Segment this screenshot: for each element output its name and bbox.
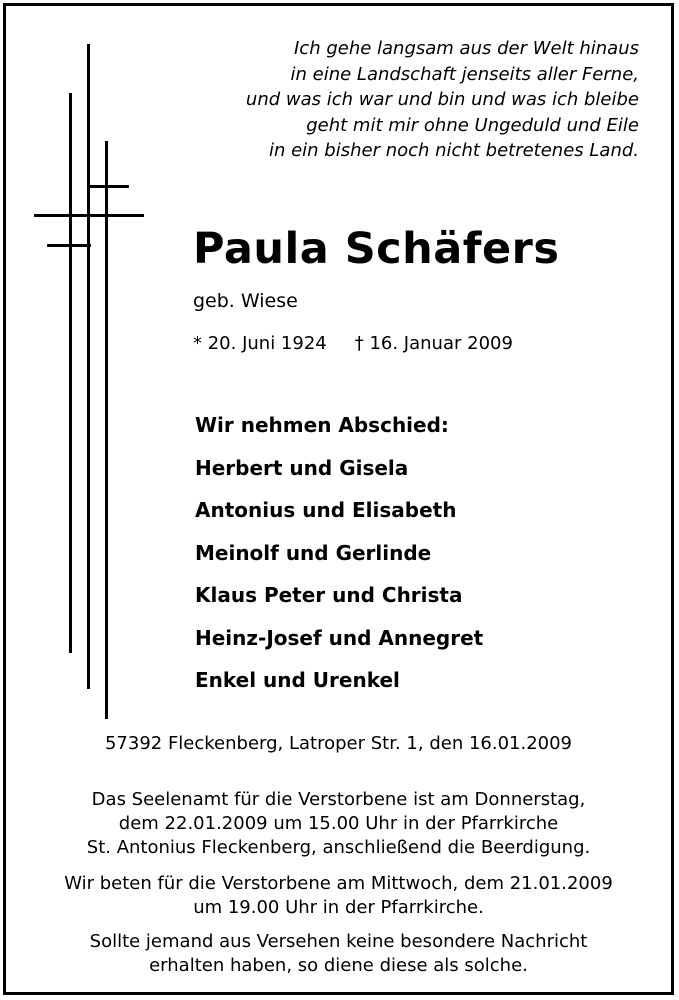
life-dates (193, 333, 513, 354)
closing-notice (6, 930, 671, 978)
mourner-entry: Klaus Peter und Christa (195, 583, 463, 607)
birth-name: geb. Wiese (193, 290, 298, 312)
requiem-info (6, 788, 671, 860)
mourner-entry: Meinolf und Gerlinde (195, 540, 432, 565)
prayer-info (6, 872, 671, 920)
poem-line: in ein bisher noch nicht betretenes Land. (268, 140, 639, 161)
mourner-entry: Antonius und Elisabeth (195, 498, 457, 522)
mourner-entry: Heinz-Josef und Annegret (195, 625, 484, 650)
mourner-entry: Herbert und Gisela (195, 455, 409, 480)
notice-line: erhalten haben, so diene diese als solche. (149, 955, 528, 976)
cross-vertical-left (69, 93, 72, 653)
poem-line: Ich gehe langsam aus der Welt hinaus (293, 38, 639, 59)
mourners-heading: Wir nehmen Abschied: (195, 413, 449, 437)
cross-vertical-right (105, 141, 108, 719)
requiem-line: St. Antonius Fleckenberg, anschließend die Beerdigung. (86, 837, 591, 858)
requiem-line: dem 22.01.2009 um 15.00 Uhr in der Pfarrkirche (118, 813, 559, 834)
address-line: 57392 Fleckenberg, Latroper Str. 1, den 16.01.2009 (104, 733, 573, 754)
birth-date: * 20. Juni 1924 (193, 333, 327, 354)
deceased-name: Paula Schäfers (193, 224, 560, 274)
mourner-entry: Enkel und Urenkel (195, 668, 400, 692)
poem-line: und was ich war und bin und was ich bleibe (245, 89, 639, 110)
death-date: † 16. Januar 2009 (354, 333, 513, 354)
requiem-line: Das Seelenamt für die Verstorbene ist am Donnerstag, (91, 789, 586, 810)
notice-line: Sollte jemand aus Versehen keine besondere Nachricht (89, 931, 588, 952)
poem-line: geht mit mir ohne Ungeduld und Eile (306, 114, 639, 136)
poem-line: in eine Landschaft jenseits aller Ferne, (290, 63, 639, 85)
mourners-list (195, 410, 483, 708)
prayer-line: Wir beten für die Verstorbene am Mittwoch, dem 21.01.2009 (64, 873, 613, 894)
poem (119, 36, 639, 164)
cross-vertical-center (87, 44, 90, 689)
prayer-line: um 19.00 Uhr in der Pfarrkirche. (193, 897, 484, 918)
cross-bar-main (34, 214, 144, 217)
cross-bar-lower (47, 244, 91, 247)
cross-bar-upper (88, 185, 129, 188)
